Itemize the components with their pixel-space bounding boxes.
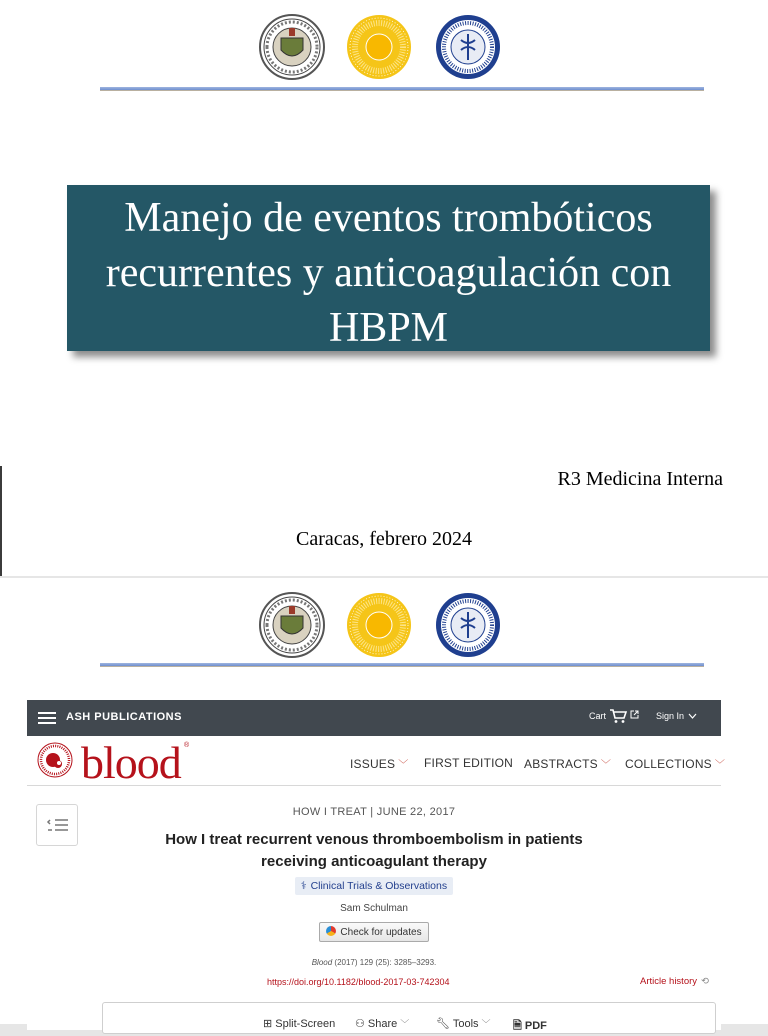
pdf-label: PDF (524, 1020, 547, 1032)
chevron-down-icon: ﹀ (714, 760, 726, 771)
chevron-down-icon: ﹀ (400, 1019, 410, 1029)
blood-logo[interactable]: blood (81, 737, 181, 788)
blood-journal-seal-icon (37, 742, 73, 778)
presenter-role: R3 Medicina Interna (557, 468, 723, 490)
sun-emblem-icon (346, 592, 412, 658)
topic-tag[interactable] (295, 877, 453, 895)
chevron-down-icon: ﹀ (398, 760, 409, 771)
share-icon: ⚇ (355, 1018, 368, 1030)
slide-edge-line (0, 466, 2, 576)
ash-topbar (27, 700, 721, 736)
check-for-updates-button[interactable] (319, 922, 428, 942)
history-icon: ⟲ (701, 976, 709, 987)
article-history-label: Article history (640, 976, 698, 987)
university-seal-icon (259, 14, 325, 80)
place-date: Caracas, febrero 2024 (295, 528, 473, 550)
topic-tag-label: Clinical Trials & Observations (310, 880, 448, 892)
nav-collections-label: COLLECTIONS (625, 757, 712, 771)
chevron-down-icon: ﹀ (600, 760, 612, 771)
cart-link[interactable]: Cart (589, 711, 607, 721)
article-category: HOW I TREAT | JUNE 22, 2017 (292, 806, 456, 818)
citation-journal: Blood (311, 958, 333, 967)
nav-collections[interactable] (625, 756, 725, 771)
split-screen-label: Split-Screen (275, 1018, 336, 1030)
nav-abstracts-label: ABSTRACTS (524, 757, 598, 771)
split-screen-button[interactable] (263, 1017, 335, 1030)
article-slide (0, 578, 768, 1032)
tools-button[interactable] (436, 1017, 491, 1030)
article-webpage-screenshot (27, 700, 726, 1032)
journal-header (27, 736, 726, 788)
crossmark-icon (326, 926, 336, 936)
cart-icon[interactable] (609, 708, 627, 724)
check-updates-row (27, 922, 721, 942)
registered-mark: ® (184, 742, 190, 749)
hamburger-menu-icon[interactable] (38, 712, 56, 724)
nav-first-edition[interactable] (424, 756, 513, 770)
external-link-icon (630, 710, 639, 719)
citation-details: (2017) 129 (25): 3285–3293. (332, 958, 437, 967)
stethoscope-icon: ⚕ (300, 880, 307, 892)
pdf-button[interactable] (513, 1017, 547, 1036)
medical-society-seal-icon (435, 592, 501, 658)
doi-link[interactable]: https://doi.org/10.1182/blood-2017-03-742304 (267, 977, 450, 987)
logo-row (0, 592, 768, 662)
sun-emblem-icon (346, 14, 412, 80)
logo-row (0, 14, 768, 84)
split-screen-icon: ⊞ (263, 1018, 276, 1030)
share-button[interactable] (355, 1017, 409, 1030)
slide-title: Manejo de eventos trombóticos recurrentes y anticoagulación con HBPM (67, 185, 710, 351)
header-rule (100, 663, 704, 667)
chevron-down-icon[interactable] (688, 712, 697, 720)
article-history-link[interactable] (640, 976, 709, 987)
nav-first-edition-label: FIRST EDITION (424, 756, 514, 770)
wrench-icon: 🔧︎ (436, 1018, 453, 1030)
nav-abstracts[interactable] (524, 756, 611, 771)
citation (27, 958, 721, 967)
check-for-updates-label: Check for updates (340, 927, 422, 938)
ash-brand[interactable]: ASH PUBLICATIONS (66, 711, 182, 723)
header-rule (100, 87, 704, 91)
tools-label: Tools (452, 1018, 479, 1030)
chevron-down-icon: ﹀ (481, 1019, 491, 1029)
article-toolbar (102, 1002, 716, 1034)
nav-issues[interactable] (350, 756, 408, 771)
university-seal-icon (259, 592, 325, 658)
nav-issues-label: ISSUES (350, 757, 396, 771)
share-label: Share (367, 1018, 398, 1030)
article-title: How I treat recurrent venous thromboembolism in patients receiving anticoagulant therapy (165, 831, 583, 870)
topic-tag-row (27, 876, 721, 895)
article-author[interactable]: Sam Schulman (340, 903, 408, 914)
pdf-icon: 🗎︎ (513, 1020, 525, 1032)
sign-in-link[interactable]: Sign In (656, 711, 685, 721)
medical-society-seal-icon (435, 14, 501, 80)
